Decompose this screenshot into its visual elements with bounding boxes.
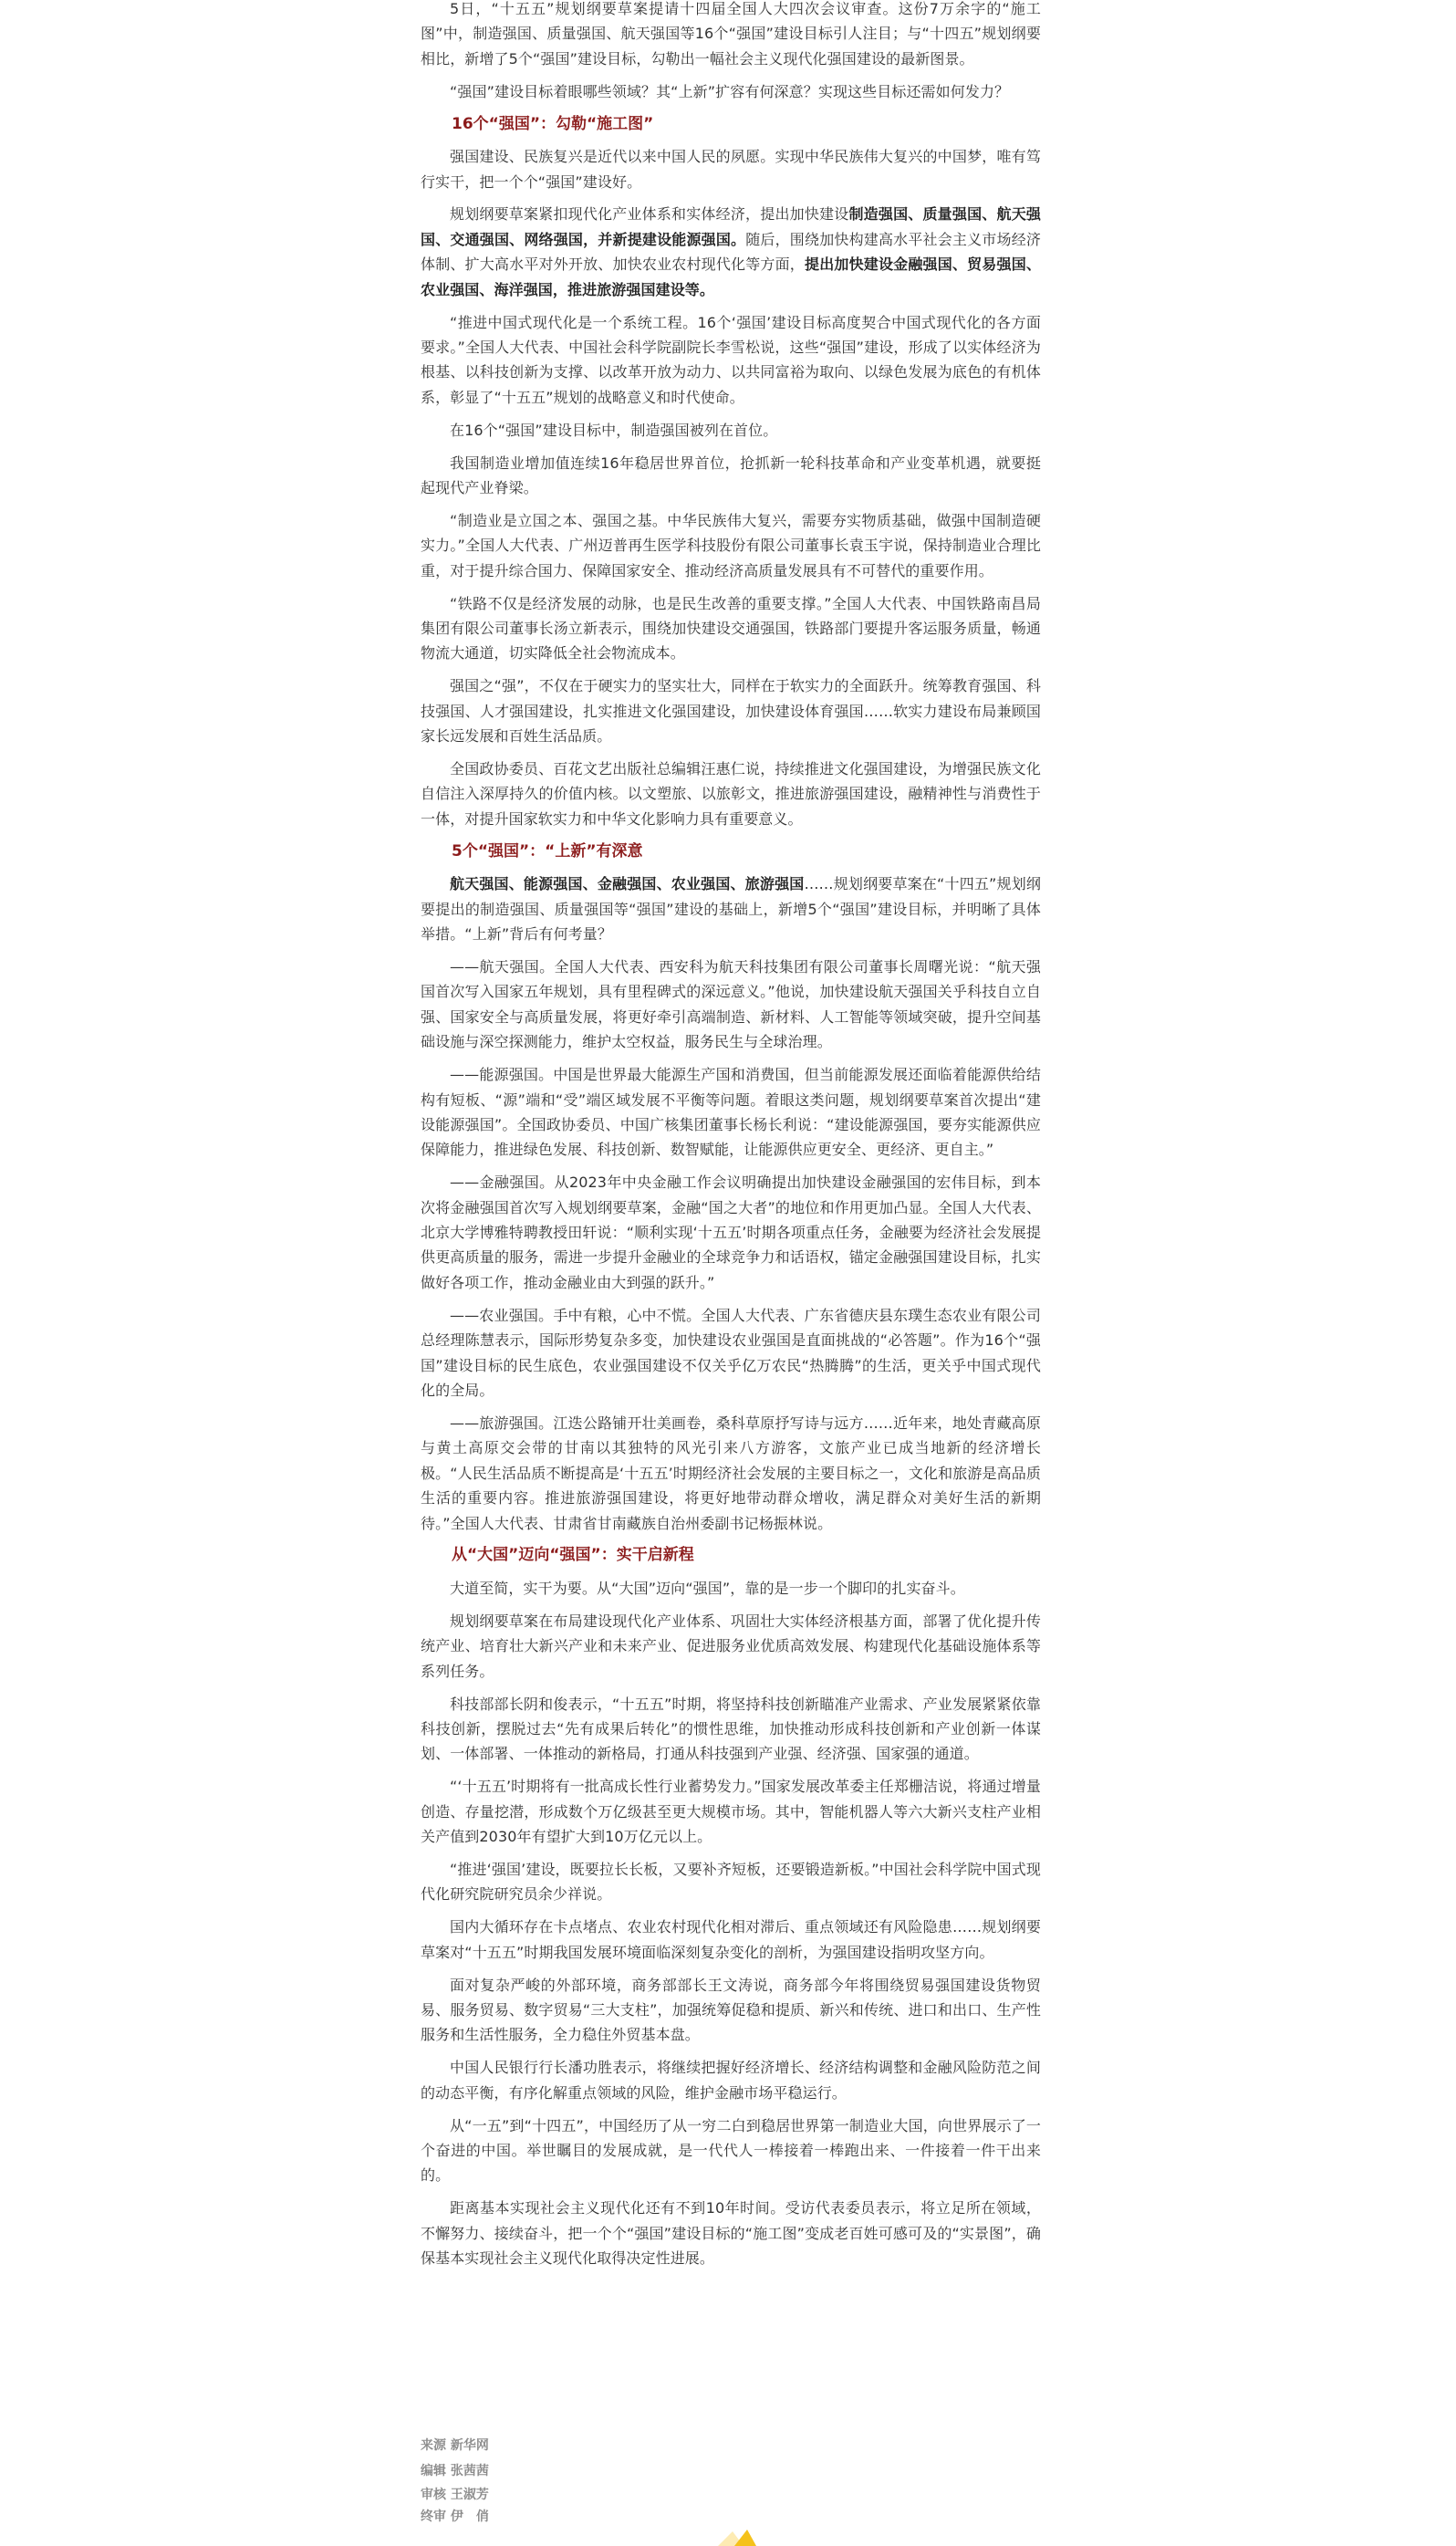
paragraph (421, 144, 1041, 194)
bold-text: 制造强国、质量强国、航天强国、交通强国、网络强国，并新提建设能源强国。 (421, 205, 1041, 248)
paragraph (421, 1774, 1041, 1849)
text-run: 随后，围绕加快构建高水平社会主义市场经济体制、扩大高水平对外开放、加快农业农村现代化等方面， (421, 230, 1041, 274)
text-run: 科技部部长阴和俊表示，“十五五”时期，将坚持科技创新瞄准产业需求、产业发展紧紧依靠科技创新，摆脱过去“先有成果后转化”的惯性思维，加快推动形成科技创新和产业创新一体谋划、一体部署、一体推动的新格局，打通从科技强到产业强、经济强、国家强的通道。 (421, 1695, 1041, 1763)
text-run: 5个“强国”：“上新”有深意 (452, 841, 643, 861)
text-run: 在16个“强国”建设目标中，制造强国被列在首位。 (450, 421, 778, 439)
paragraph (421, 0, 1041, 71)
paragraph (421, 2113, 1041, 2188)
text-run: 从“大国”迈向“强国”：实干启新程 (452, 1546, 694, 1565)
text-run: 强国之“强”，不仅在于硬实力的坚实壮大，同样在于软实力的全面跃升。统筹教育强国、科技强国、人才强国建设，扎实推进文化强国建设，加快建设体育强国……软实力建设布局兼顾国家长远发展和百姓生活品质。 (421, 677, 1041, 746)
paragraph (421, 1062, 1041, 1163)
credit-reviewer: 审核 王淑芳 (421, 2488, 489, 2502)
paragraph (421, 2196, 1041, 2270)
text-run: 距离基本实现社会主义现代化还有不到10年时间。受访代表委员表示，将立足所在领域，不懈努力、接续奋斗，把一个个“强国”建设目标的“施工图”变成老百姓可感可及的“实景图”，确保基本实现社会主义现代化取得决定性进展。 (421, 2199, 1041, 2268)
text-run: “‘十五五’时期将有一批高成长性行业蓄势发力。”国家发展改革委主任郑栅洁说，将通过增量创造、存量挖潜，形成数个万亿级甚至更大规模市场。其中，智能机器人等六大新兴支柱产业相关产值到2030年有望扩大到10万亿元以上。 (421, 1778, 1041, 1846)
text-run: 从“一五”到“十四五”，中国经历了从一穷二白到稳居世界第一制造业大国，向世界展示了一个奋进的中国。举世瞩目的发展成就，是一代代人一棒接着一棒跑出来、一件接着一件干出来的。 (421, 2116, 1041, 2185)
paragraph (421, 2055, 1041, 2105)
article-credits (421, 2433, 489, 2528)
credit-source: 来源 新华网 (421, 2438, 489, 2453)
paragraph (421, 310, 1041, 411)
bold-text: 提出加快建设金融强国、贸易强国、农业强国、海洋强国，推进旅游强国建设等。 (421, 256, 1041, 298)
text-run: ……规划纲要草案在“十四五”规划纲要提出的制造强国、质量强国等“强国”建设的基础上，新增5个“强国”建设目标，并明晰了具体举措。“上新”背后有何考量？ (421, 875, 1042, 944)
paragraph (421, 418, 1041, 443)
text-run: “强国”建设目标着眼哪些领域？其“上新”扩容有何深意？实现这些目标还需如何发力？ (450, 82, 1010, 100)
yellow-mountain-logo-icon (716, 2530, 756, 2546)
section-heading (421, 840, 1041, 864)
text-run: “铁路不仅是经济发展的动脉，也是民生改善的重要支撑。”全国人大代表、中国铁路南昌局集团有限公司董事长汤立新表示，围绕加快建设交通强国，铁路部门要提升客运服务质量，畅通物流大通道，切实降低全社会物流成本。 (421, 594, 1041, 663)
paragraph (421, 756, 1041, 831)
text-run: 国内大循环存在卡点堵点、农业农村现代化相对滞后、重点领域还有风险隐患……规划纲要草案对“十五五”时期我国发展环境面临深刻复杂变化的剖析，为强国建设指明攻坚方向。 (421, 1918, 1041, 1961)
paragraph (421, 1692, 1041, 1767)
text-run: 规划纲要草案在布局建设现代化产业体系、巩固壮大实体经济根基方面，部署了优化提升传统产业、培育壮大新兴产业和未来产业、促进服务业优质高效发展、构建现代化基础设施体系等系列任务。 (421, 1612, 1041, 1680)
article-body (421, 0, 1041, 2279)
paragraph (421, 673, 1041, 748)
paragraph (421, 1170, 1041, 1295)
paragraph (421, 451, 1041, 501)
paragraph (421, 202, 1041, 302)
text-run: ——农业强国。手中有粮，心中不慌。全国人大代表、广东省德庆县东璞生态农业有限公司总经理陈慧表示，国际形势复杂多变，加快建设农业强国是直面挑战的“必答题”。作为16个“强国”建设目标的民生底色，农业强国建设不仅关乎亿万农民“热腾腾”的生活，更关乎中国式现代化的全局。 (421, 1306, 1041, 1399)
text-run: 大道至简，实干为要。从“大国”迈向“强国”，靠的是一步一个脚印的扎实奋斗。 (450, 1579, 965, 1597)
text-run: “制造业是立国之本、强国之基。中华民族伟大复兴，需要夯实物质基础，做强中国制造硬实力。”全国人大代表、广州迈普再生医学科技股份有限公司董事长袁玉宇说，保持制造业合理比重，对于提升综合国力、保障国家安全、推动经济高质量发展具有不可替代的重要作用。 (421, 511, 1041, 579)
text-run: 16个“强国”：勾勒“施工图” (452, 114, 654, 133)
paragraph (421, 1857, 1041, 1907)
text-run: 中国人民银行行长潘功胜表示，将继续把握好经济增长、经济结构调整和金融风险防范之间的动态平衡，有序化解重点领域的风险，维护金融市场平稳运行。 (421, 2059, 1041, 2102)
text-run: 强国建设、民族复兴是近代以来中国人民的夙愿。实现中华民族伟大复兴的中国梦，唯有笃行实干，把一个个“强国”建设好。 (421, 148, 1041, 191)
paragraph (421, 1303, 1041, 1403)
paragraph (421, 1973, 1041, 2048)
paragraph (421, 871, 1041, 946)
section-heading (421, 1543, 1041, 1568)
text-run: “推进‘强国’建设，既要拉长长板，又要补齐短板，还要锻造新板。”中国社会科学院中国式现代化研究院研究员余少祥说。 (421, 1861, 1041, 1904)
text-run: 面对复杂严峻的外部环境，商务部部长王文涛说，商务部今年将围绕贸易强国建设货物贸易、服务贸易、数字贸易“三大支柱”，加强统筹促稳和提质、新兴和传统、进口和出口、生产性服务和生活性服务，全力稳住外贸基本盘。 (421, 1976, 1041, 2044)
text-run: ——旅游强国。江迭公路铺开壮美画卷，桑科草原抒写诗与远方……近年来，地处青藏高原与黄土高原交会带的甘南以其独特的风光引来八方游客，文旅产业已成当地新的经济增长极。“人民生活品质不断提高是‘十五五’时期经济社会发展的主要目标之一，文化和旅游是高品质生活的重要内容。推进旅游强国建设，将更好地带动群众增收，满足群众对美好生活的新期待。”全国人大代表、甘肃省甘南藏族自治州委副书记杨振林说。 (421, 1414, 1041, 1532)
text-run: 规划纲要草案紧扣现代化产业体系和实体经济，提出加快建设 (450, 205, 849, 224)
paragraph (421, 955, 1041, 1055)
paragraph (421, 1915, 1041, 1965)
text-run: ——金融强国。从2023年中央金融工作会议明确提出加快建设金融强国的宏伟目标，到本次将金融强国首次写入规划纲要草案，金融“国之大者”的地位和作用更加凸显。全国人大代表、北京大学博雅特聘教授田轩说：“顺利实现‘十五五’时期各项重点任务，金融要为经济社会发展提供更高质量的服务，需进一步提升金融业的全球竞争力和话语权，锚定金融强国建设目标，扎实做好各项工作，推动金融业由大到强的跃升。” (421, 1174, 1041, 1291)
paragraph (421, 1576, 1041, 1601)
paragraph (421, 591, 1041, 666)
credit-editor: 编辑 张茜茜 (421, 2464, 489, 2478)
paragraph (421, 79, 1041, 104)
paragraph (421, 1411, 1041, 1536)
credit-final-reviewer: 终审 伊 俏 (421, 2509, 489, 2524)
text-run: 我国制造业增加值连续16年稳居世界首位，抢抓新一轮科技革命和产业变革机遇，就要挺起现代产业脊梁。 (421, 454, 1041, 496)
text-run: “推进中国式现代化是一个系统工程。16个‘强国’建设目标高度契合中国式现代化的各方面要求。”全国人大代表、中国社会科学院副院长李雪松说，这些“强国”建设，形成了以实体经济为根基、以科技创新为支撑、以改革开放为动力、以共同富裕为取向、以绿色发展为底色的有机体系，彰显了“十五五”规划的战略意义和时代使命。 (421, 313, 1041, 406)
text-run: 5日，“十五五”规划纲要草案提请十四届全国人大四次会议审查。这份7万余字的“施工图”中，制造强国、质量强国、航天强国等16个“强国”建设目标引人注目；与“十四五”规划纲要相比，新增了5个“强国”建设目标，勾勒出一幅社会主义现代化强国建设的最新图景。 (421, 0, 1041, 68)
text-run: ——能源强国。中国是世界最大能源生产国和消费国，但当前能源发展还面临着能源供给结构有短板、“源”端和“受”端区域发展不平衡等问题。着眼这类问题，规划纲要草案首次提出“建设能源强国”。全国政协委员、中国广核集团董事长杨长利说：“建设能源强国，要夯实能源供应保障能力，推进绿色发展、科技创新、数智赋能，让能源供应更安全、更经济、更自主。” (421, 1066, 1041, 1159)
paragraph (421, 508, 1041, 583)
paragraph (421, 1609, 1041, 1684)
section-heading (421, 112, 1041, 137)
text-run: ——航天强国。全国人大代表、西安科为航天科技集团有限公司董事长周曙光说：“航天强国首次写入国家五年规划，具有里程碑式的深远意义。”他说，加快建设航天强国关乎科技自立自强、国家安全与高质量发展，将更好牵引高端制造、新材料、人工智能等领域突破，提升空间基础设施与深空探测能力，维护太空权益，服务民生与全球治理。 (421, 958, 1041, 1051)
bold-text: 航天强国、能源强国、金融强国、农业强国、旅游强国 (450, 875, 805, 893)
text-run: 全国政协委员、百花文艺出版社总编辑汪惠仁说，持续推进文化强国建设，为增强民族文化自信注入深厚持久的价值内核。以文塑旅、以旅彰文，推进旅游强国建设，融精神性与消费性于一体，对提升国家软实力和中华文化影响力具有重要意义。 (421, 760, 1041, 828)
